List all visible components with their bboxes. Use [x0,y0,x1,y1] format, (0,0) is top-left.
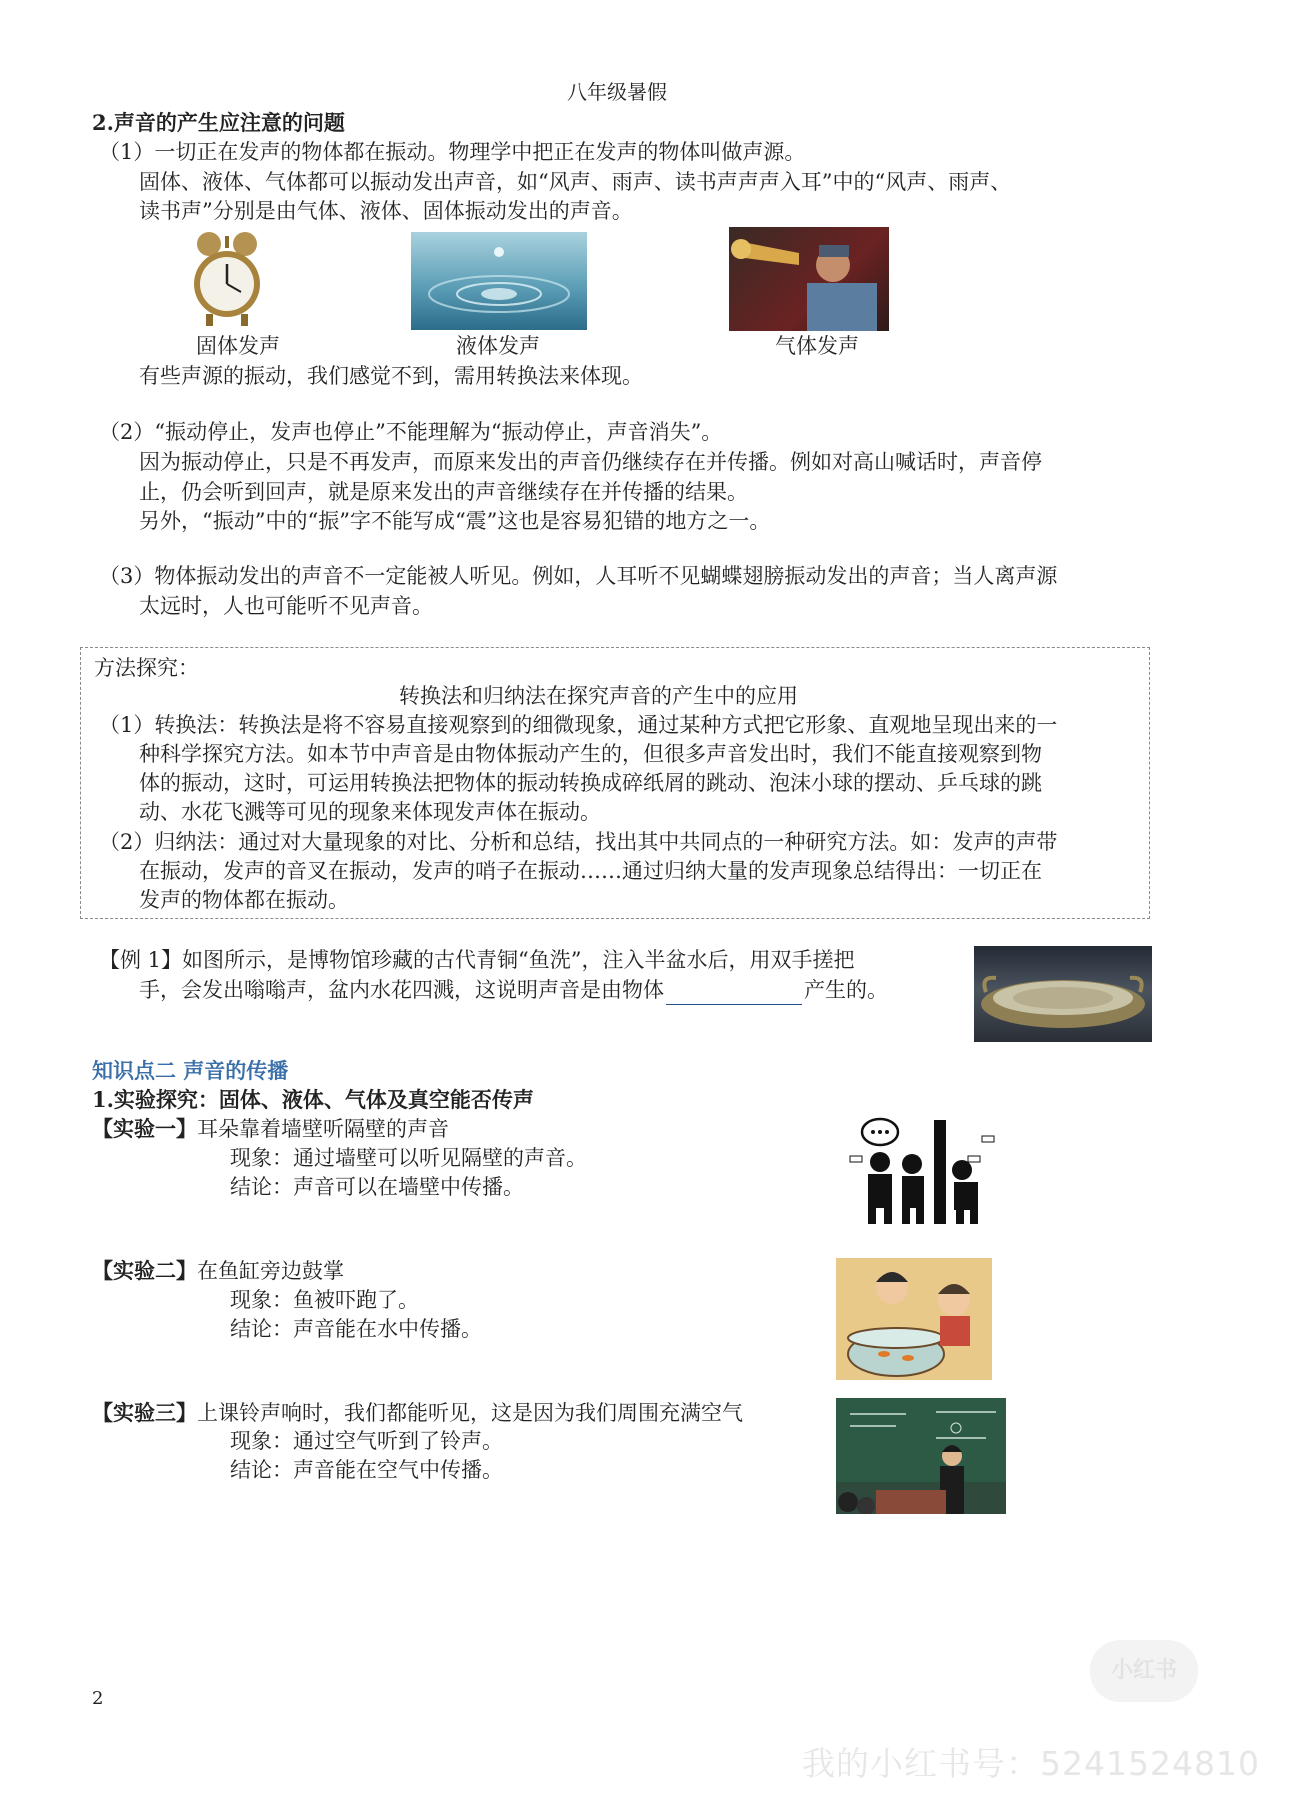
point-3: （3）物体振动发出的声音不一定能被人听见。例如，人耳听不见蝴蝶翅膀振动发出的声音；当人离声源 [99,564,1058,588]
experiment-3-tag: 【实验三】 [92,1400,197,1425]
watermark-text: 我的小红书号：5241524810 [802,1744,1260,1783]
classroom-image [836,1398,1006,1514]
experiment-2-desc: 在鱼缸旁边鼓掌 [197,1259,344,1283]
experiment-2-tag: 【实验二】 [92,1258,197,1283]
experiment-1-conclusion: 结论：声音可以在墙壁中传播。 [230,1175,524,1199]
point-2: （2）“振动停止，发声也停止”不能理解为“振动停止，声音消失”。 [99,420,723,444]
answer-blank[interactable] [666,982,802,1005]
experiment-1 [92,1114,449,1144]
experiment-2 [92,1256,344,1286]
method-line-6: 在振动，发声的音叉在振动，发声的哨子在振动……通过归纳大量的发声现象总结得出：一切正在 [139,859,1042,883]
example-line-1: 【例 1】如图所示，是博物馆珍藏的古代青铜“鱼洗”，注入半盆水后，用双手搓把 [99,948,855,972]
experiment-3-desc: 上课铃声响时，我们都能听见，这是因为我们周围充满空气 [197,1401,743,1425]
xiaohongshu-logo-watermark: 小红书 [1090,1640,1198,1702]
wall-listening-image [840,1116,1004,1224]
bronze-basin-image [974,946,1152,1042]
alarm-clock-image [192,226,262,330]
experiment-1-phenomenon: 现象：通过墙壁可以听见隔壁的声音。 [230,1146,587,1170]
method-title: 转换法和归纳法在探究声音的产生中的应用 [399,684,798,708]
experiment-3-conclusion: 结论：声音能在空气中传播。 [230,1458,503,1482]
point-1-note: 有些声源的振动，我们感觉不到，需用转换法来体现。 [139,364,643,388]
experiment-2-phenomenon: 现象：鱼被吓跑了。 [230,1288,419,1312]
method-line-5: （2）归纳法：通过对大量现象的对比、分析和总结，找出其中共同点的一种研究方法。如：发声的声带 [99,830,1058,854]
experiment-subtitle: 1.实验探究：固体、液体、气体及真空能否传声 [92,1087,534,1112]
fish-tank-image [836,1258,992,1380]
point-3-line2: 太远时，人也可能听不见声音。 [139,594,433,618]
point-1-line3: 读书声”分别是由气体、液体、固体振动发出的声音。 [139,199,633,223]
method-line-2: 种科学探究方法。如本节中声音是由物体振动产生的，但很多声音发出时，我们不能直接观察到物 [139,742,1042,766]
experiment-1-desc: 耳朵靠着墙壁听隔壁的声音 [197,1117,449,1141]
knowledge-point-2-title: 知识点二 声音的传播 [92,1058,289,1083]
caption-gas: 气体发声 [775,334,859,358]
method-line-1: （1）转换法：转换法是将不容易直接观察到的细微现象，通过某种方式把它形象、直观地呈现出来的一 [99,713,1058,737]
example-line-2-text: 手，会发出嗡嗡声，盆内水花四溅，这说明声音是由物体 [139,978,664,1002]
point-1-line2: 固体、液体、气体都可以振动发出声音，如“风声、雨声、读书声声声入耳”中的“风声、雨声、 [139,170,1012,194]
method-line-4: 动、水花飞溅等可见的现象来体现发声体在振动。 [139,800,601,824]
example-line-2-end: 产生的。 [804,978,888,1002]
method-label: 方法探究： [94,656,199,680]
caption-solid: 固体发声 [196,334,280,358]
point-1: （1）一切正在发声的物体都在振动。物理学中把正在发声的物体叫做声源。 [99,140,806,164]
point-2-line4: 另外，“振动”中的“振”字不能写成“震”这也是容易犯错的地方之一。 [139,509,771,533]
experiment-3 [92,1398,743,1428]
section-heading: 2.声音的产生应注意的问题 [92,110,345,135]
experiment-3-phenomenon: 现象：通过空气听到了铃声。 [230,1429,503,1453]
point-2-line3: 止，仍会听到回声，就是原来发出的声音继续存在并传播的结果。 [139,480,748,504]
water-drop-image [411,232,587,330]
page-header: 八年级暑假 [567,80,667,104]
experiment-2-conclusion: 结论：声音能在水中传播。 [230,1317,482,1341]
method-line-3: 体的振动，这时，可运用转换法把物体的振动转换成碎纸屑的跳动、泡沫小球的摆动、乒乓球的跳 [139,771,1042,795]
point-2-line2: 因为振动停止，只是不再发声，而原来发出的声音仍继续存在并传播。例如对高山喊话时，声音停 [139,450,1042,474]
experiment-1-tag: 【实验一】 [92,1116,197,1141]
method-line-7: 发声的物体都在振动。 [139,888,349,912]
caption-liquid: 液体发声 [456,334,540,358]
horn-player-image [729,227,889,331]
page-number: 2 [92,1688,104,1709]
example-line-2 [139,976,888,1005]
